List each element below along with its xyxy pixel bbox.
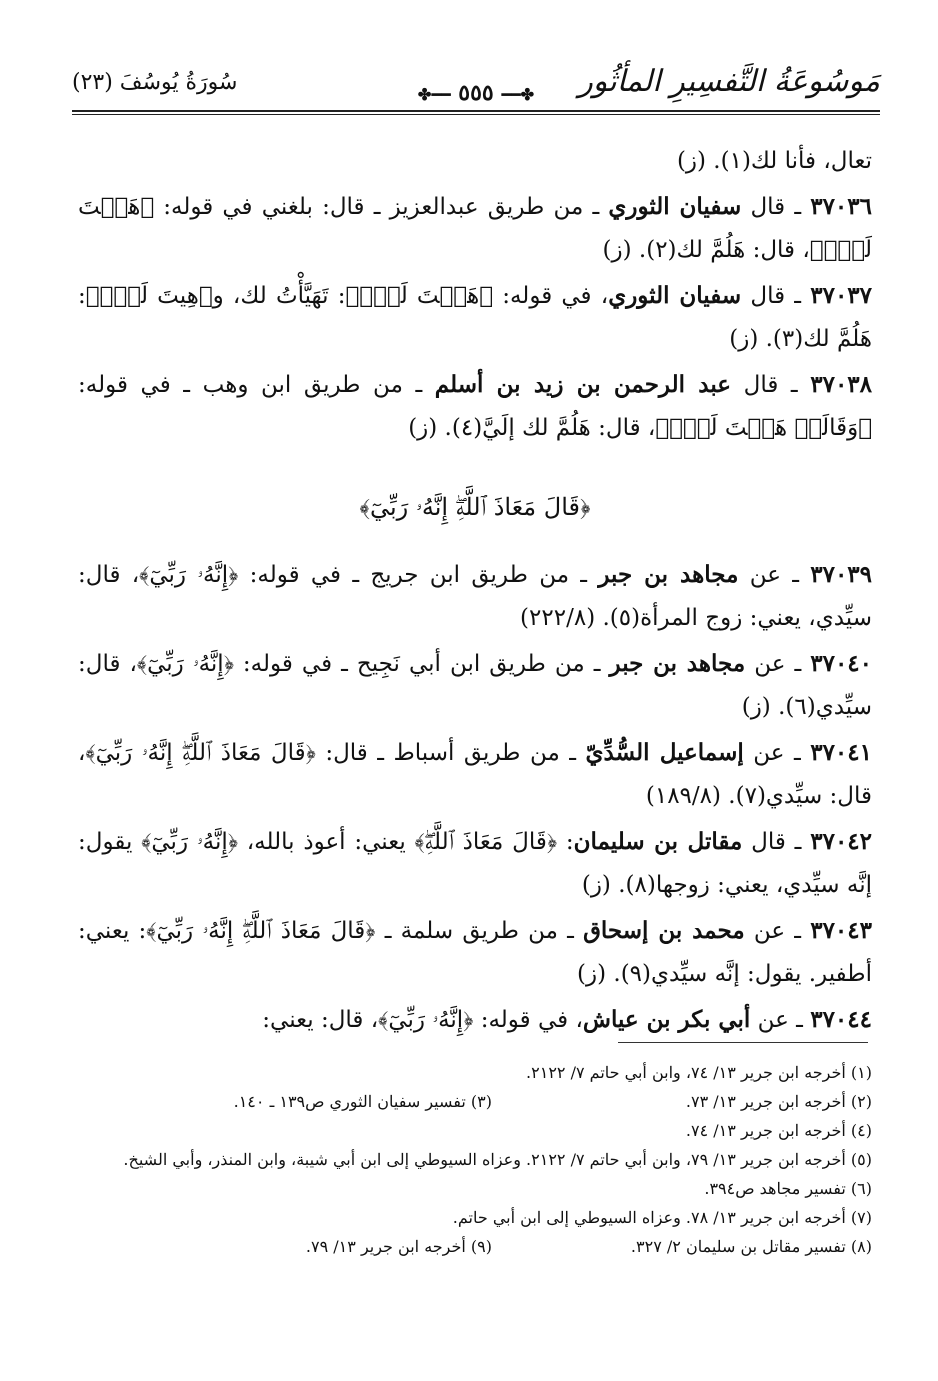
section-title: ﴿قَالَ مَعَاذَ ٱللَّهِۖ إِنَّهُۥ رَبِّيٓ﴾ xyxy=(359,493,591,521)
entry-number: ٣٧٠٤٣ xyxy=(810,917,872,944)
footnote-3: (٣) تفسير سفيان الثوري ص١٣٩ ـ ١٤٠. xyxy=(233,1092,492,1111)
entry-text: ـ من طريق ابن أبي نَجِيح ـ في قوله: ﴿إِنَّهُۥ رَبِّيٓ﴾، قال: سيِّدي(٦). (ز) xyxy=(78,651,872,720)
book-title: مَوسُوعَةُ التَّفسِيرِ المأثُور xyxy=(578,64,880,99)
entry-number: ٣٧٠٤٠ xyxy=(810,650,873,677)
footnote-9: (٩) أخرجه ابن جرير ١٣/ ٧٩. xyxy=(305,1237,492,1256)
entry-number: ٣٧٠٤٤ xyxy=(810,1006,872,1033)
entry xyxy=(78,909,872,996)
footnotes xyxy=(72,1058,872,1261)
entry-prefix: ـ عن xyxy=(743,740,811,766)
entry-number: ٣٧٠٣٨ xyxy=(810,371,873,398)
entry-prefix: ـ قال xyxy=(742,829,811,855)
narrator: سفيان الثوري xyxy=(608,193,742,220)
entry-text: ـ من طريق أسباط ـ قال: ﴿قَالَ مَعَاذَ ٱللَّهِۖ إِنَّهُۥ رَبِّيٓ﴾، قال: سيِّدي(٧). (١٨٩/٨) xyxy=(78,740,872,809)
main-text xyxy=(78,140,872,1044)
continuation-line: تعال، فأنا لك(١). (ز) xyxy=(676,148,872,174)
entry-text: ـ من طريق سلمة ـ ﴿قَالَ مَعَاذَ ٱللَّهِۖ إِنَّهُۥ رَبِّيٓ﴾: يعني: أطفير. يقول: إنَّه سيِّدي(٩). (ز) xyxy=(78,918,872,987)
footnote-4: (٤) أخرجه ابن جرير ١٣/ ٧٤. xyxy=(685,1121,872,1140)
page-number: ٥٥٥ xyxy=(458,80,494,106)
footnote xyxy=(72,1203,872,1232)
entry-text: : ﴿قَالَ مَعَاذَ ٱللَّهِۖ﴾ يعني: أعوذ بالله، ﴿إِنَّهُۥ رَبِّيٓ﴾ يقول: إنَّه سيِّدي، يعني: زوجها(٨). (ز) xyxy=(78,829,872,898)
narrator: إسماعيل السُّدِّيّ xyxy=(585,739,744,766)
entry xyxy=(78,731,872,818)
entry xyxy=(78,553,872,640)
entry-number: ٣٧٠٣٧ xyxy=(810,282,873,309)
footnote-7: (٧) أخرجه ابن جرير ١٣/ ٧٨. وعزاه السيوطي إلى ابن أبي حاتم. xyxy=(452,1208,872,1227)
header-rule-thin xyxy=(72,114,880,115)
ornament-icon: ✤━━ xyxy=(417,85,451,104)
entry-prefix: ـ عن xyxy=(744,918,811,944)
entry-prefix: ـ قال xyxy=(741,283,811,309)
footnote xyxy=(72,1058,872,1087)
entry-number: ٣٧٠٤١ xyxy=(810,739,872,766)
entry-text: ، في قوله: ﴿هَيۡتَ لَكَۚ﴾: تَهَيَّأْتُ لك، و﴿هِيتَ لَكَۚ﴾: هَلُمَّ لك(٣). (ز) xyxy=(78,283,872,352)
footnote-2: (٢) أخرجه ابن جرير ١٣/ ٧٣. xyxy=(685,1092,872,1111)
entry xyxy=(78,820,872,907)
narrator: عبد الرحمن بن زيد بن أسلم xyxy=(434,371,732,398)
entry-prefix: ـ عن xyxy=(750,1007,811,1033)
entry-prefix: ـ قال xyxy=(731,372,811,398)
entry-number: ٣٧٠٤٢ xyxy=(810,828,873,855)
entry-prefix: ـ عن xyxy=(738,562,811,588)
narrator: سفيان الثوري xyxy=(608,282,742,309)
entry-prefix: ـ قال xyxy=(741,194,811,220)
surah-name: سُورَةُ يُوسُفَ (٢٣) xyxy=(72,70,238,95)
page-header xyxy=(72,58,880,114)
footnote-5: (٥) أخرجه ابن جرير ١٣/ ٧٩، وابن أبي حاتم ٧/ ٢١٢٢. وعزاه السيوطي إلى ابن أبي شيبة، وابن المنذر، وأبي الشيخ. xyxy=(123,1150,872,1169)
narrator: أبي بكر بن عياش xyxy=(582,1006,751,1033)
footnote-1: (١) أخرجه ابن جرير ١٣/ ٧٤، وابن أبي حاتم ٧/ ٢١٢٢. xyxy=(526,1063,872,1082)
entry-text: ـ من طريق ابن وهب ـ في قوله: ﴿وَقَالَتۡ هَيۡتَ لَكَۚ﴾، قال: هَلُمَّ لك إلَيَّ(٤). (ز) xyxy=(78,372,872,441)
entry-number: ٣٧٠٣٩ xyxy=(810,561,873,588)
entry xyxy=(78,642,872,729)
footnote-6: (٦) تفسير مجاهد ص٣٩٤. xyxy=(704,1179,872,1198)
entry-prefix: ـ عن xyxy=(745,651,811,677)
narrator: مجاهد بن جبر xyxy=(598,561,739,588)
entry xyxy=(78,998,872,1042)
entry-number: ٣٧٠٣٦ xyxy=(810,193,872,220)
footnote-pair xyxy=(72,1087,872,1116)
entry xyxy=(78,185,872,272)
entry xyxy=(78,363,872,450)
entry-text: ، في قوله: ﴿إِنَّهُۥ رَبِّيٓ﴾، قال: يعني: xyxy=(262,1007,583,1033)
ornament-icon: ━━✤ xyxy=(501,85,535,104)
footnote xyxy=(72,1116,872,1145)
narrator: مقاتل بن سليمان xyxy=(573,828,743,855)
header-rule xyxy=(72,110,880,112)
footnote-pair xyxy=(72,1232,872,1261)
footnote-divider xyxy=(618,1042,868,1043)
narrator: مجاهد بن جبر xyxy=(609,650,746,677)
footnote-8: (٨) تفسير مقاتل بن سليمان ٢/ ٣٢٧. xyxy=(630,1237,872,1256)
entry-text: ـ من طريق عبدالعزيز ـ قال: بلغني في قوله: ﴿هَيۡتَ لَكَۚ﴾، قال: هَلُمَّ لك(٢). (ز) xyxy=(78,194,872,263)
entry-text: ـ من طريق ابن جريج ـ في قوله: ﴿إِنَّهُۥ رَبِّيٓ﴾، قال: سيِّدي، يعني: زوج المرأة(٥). (٢٢٢/٨) xyxy=(78,562,872,631)
entry xyxy=(78,274,872,361)
narrator: محمد بن إسحاق xyxy=(583,917,745,944)
footnote xyxy=(72,1174,872,1203)
